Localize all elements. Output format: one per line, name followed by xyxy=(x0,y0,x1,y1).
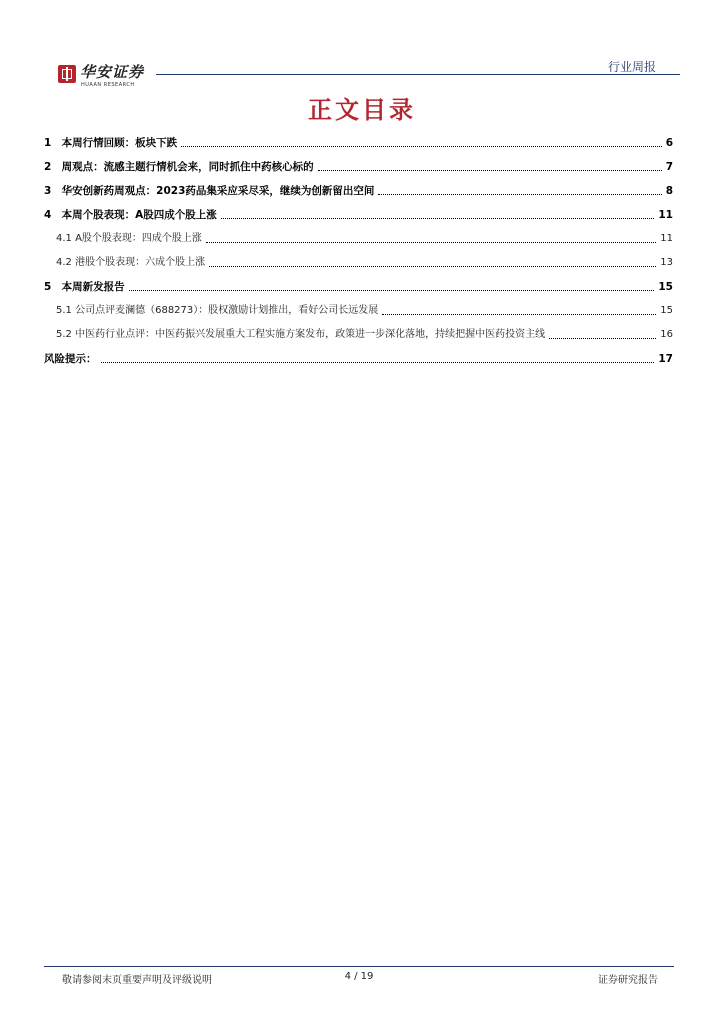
toc-entry-number: 4.1 xyxy=(56,233,72,244)
toc-leader-dots xyxy=(378,194,661,195)
toc-entry-number: 4.2 xyxy=(56,257,72,268)
toc-leader-dots xyxy=(221,218,655,219)
toc-entry[interactable] xyxy=(44,179,673,203)
toc-entry-label xyxy=(44,209,219,221)
toc-entry-label xyxy=(44,137,179,149)
toc-entry[interactable] xyxy=(44,227,673,251)
huaan-logo-icon xyxy=(58,65,76,83)
toc-entry-number: 1 xyxy=(44,137,52,149)
toc-entry-text: 风险提示： xyxy=(44,353,97,365)
toc-page-number: 17 xyxy=(656,347,673,371)
toc-page-number: 15 xyxy=(656,275,673,299)
toc-entry-text: 周观点：流感主题行情机会来，同时抓住中药核心标的 xyxy=(61,161,314,173)
logo-chinese-name: 华安证券 xyxy=(80,63,145,81)
toc-page-number: 8 xyxy=(664,179,673,203)
toc-entry[interactable] xyxy=(44,251,673,275)
toc-entry[interactable] xyxy=(44,323,673,347)
toc-leader-dots xyxy=(318,170,662,171)
toc-entry-text: A股个股表现：四成个股上涨 xyxy=(75,233,202,244)
toc-entry-text: 中医药行业点评：中医药振兴发展重大工程实施方案发布，政策进一步深化落地，持续把握中医药投资主线 xyxy=(75,329,546,340)
toc-entry-text: 华安创新药周观点：2023药品集采应采尽采，继续为创新留出空间 xyxy=(61,185,375,197)
toc-entry[interactable] xyxy=(44,155,673,179)
toc-entry-text: 公司点评麦澜德（688273）：股权激励计划推出，看好公司长远发展 xyxy=(75,305,379,316)
toc-entry-label xyxy=(44,185,376,197)
toc-entry-number: 5 xyxy=(44,281,52,293)
toc-entry-text: 本周新发报告 xyxy=(61,281,125,293)
toc-page-number: 11 xyxy=(656,203,673,227)
toc-page-number: 13 xyxy=(658,251,673,275)
toc-page-number: 15 xyxy=(658,299,673,323)
logo-english-name: HUAAN RESEARCH xyxy=(81,82,135,88)
footer-report-label: 证券研究报告 xyxy=(598,975,658,986)
toc-entry-number: 4 xyxy=(44,209,52,221)
toc-entry-label xyxy=(44,281,127,293)
page-number: 4 / 19 xyxy=(344,971,374,982)
toc-leader-dots xyxy=(382,314,656,315)
toc-page-number: 6 xyxy=(664,131,673,155)
toc-leader-dots xyxy=(549,338,656,339)
toc-entry[interactable] xyxy=(44,131,673,155)
toc-entry[interactable] xyxy=(44,203,673,227)
table-of-contents xyxy=(44,131,673,371)
toc-entry-number: 3 xyxy=(44,185,52,197)
footer-divider xyxy=(44,966,674,967)
toc-entry[interactable] xyxy=(44,347,673,371)
toc-entry[interactable] xyxy=(44,275,673,299)
toc-entry-text: 本周个股表现：A股四成个股上涨 xyxy=(61,209,217,221)
toc-entry-text: 本周行情回顾：板块下跌 xyxy=(61,137,178,149)
toc-leader-dots xyxy=(101,362,655,363)
toc-page-number: 16 xyxy=(658,323,673,347)
toc-entry-number: 5.2 xyxy=(56,329,72,340)
page-header xyxy=(44,52,680,92)
toc-entry-label xyxy=(56,305,380,316)
toc-title: 正文目录 xyxy=(308,96,416,124)
toc-entry-number: 2 xyxy=(44,161,52,173)
toc-leader-dots xyxy=(129,290,655,291)
report-type-label: 行业周报 xyxy=(607,60,656,74)
footer-disclaimer: 敬请参阅末页重要声明及评级说明 xyxy=(62,975,212,986)
toc-entry[interactable] xyxy=(44,299,673,323)
page-footer xyxy=(44,966,674,988)
toc-entry-label xyxy=(44,353,99,365)
toc-entry-label xyxy=(44,161,316,173)
header-divider xyxy=(156,74,680,75)
toc-entry-number: 5.1 xyxy=(56,305,72,316)
toc-leader-dots xyxy=(206,242,656,243)
toc-leader-dots xyxy=(181,146,662,147)
toc-page-number: 7 xyxy=(664,155,673,179)
toc-page-number: 11 xyxy=(658,227,673,251)
toc-entry-label xyxy=(56,233,204,244)
toc-entry-label xyxy=(56,257,207,268)
toc-leader-dots xyxy=(209,266,656,267)
toc-entry-text: 港股个股表现：六成个股上涨 xyxy=(75,257,206,268)
toc-entry-label xyxy=(56,329,547,340)
